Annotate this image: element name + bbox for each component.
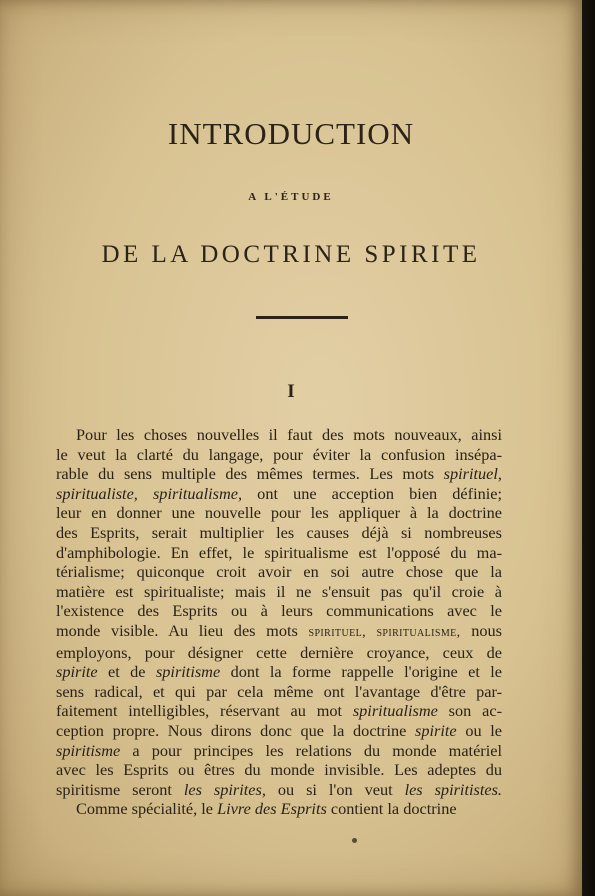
text-line bbox=[56, 682, 502, 702]
text-run: faitement intelligibles, réservant au mot bbox=[56, 701, 353, 721]
text-line bbox=[56, 503, 502, 523]
text-line bbox=[56, 445, 502, 465]
text-run: nous bbox=[460, 620, 502, 640]
text-line bbox=[56, 523, 502, 543]
text-run: Comme spécialité, le bbox=[76, 799, 218, 819]
text-run: térialisme; quiconque croit avoir en soi autre chose que la bbox=[56, 562, 502, 582]
text-run: son ac- bbox=[437, 701, 502, 721]
text-line bbox=[56, 741, 502, 761]
italic-term: les spirites, bbox=[183, 779, 266, 799]
text-run: spiritisme seront bbox=[56, 779, 184, 799]
text-line bbox=[56, 601, 502, 621]
text-line bbox=[56, 464, 502, 484]
italic-term: spiritisme bbox=[155, 662, 221, 682]
text-run: monde visible. Au lieu des mots bbox=[56, 620, 309, 640]
title-divider bbox=[256, 316, 348, 319]
text-line bbox=[56, 662, 502, 682]
text-run: employons, pour désigner cette dernière croyance, ceux de bbox=[56, 642, 502, 662]
italic-term: spiritualisme bbox=[352, 701, 438, 721]
italic-term: spirite bbox=[56, 662, 98, 682]
text-run: a pour principes les relations du monde matériel bbox=[120, 740, 502, 760]
text-line bbox=[56, 643, 502, 663]
text-run: rable du sens multiple des mêmes termes. Les mots bbox=[56, 464, 444, 484]
text-line bbox=[56, 701, 502, 721]
text-run: sens radical, et qui par cela même ont l'avantage d'être par- bbox=[56, 681, 502, 701]
text-run: des Esprits, serait multiplier les causes déjà si nombreuses bbox=[56, 522, 502, 542]
text-run: ont une acception bien définie; bbox=[242, 483, 503, 503]
text-run: ou si l'on veut bbox=[265, 779, 405, 799]
italic-term: Livre des Esprits bbox=[217, 799, 327, 819]
italic-term: spirite bbox=[415, 720, 457, 740]
text-run: contient la doctrine bbox=[326, 799, 457, 819]
text-run: ception propre. Nous dirons donc que la doctrine bbox=[56, 720, 416, 740]
text-run: l'existence des Esprits ou à leurs communications avec le bbox=[56, 601, 502, 621]
text-line bbox=[56, 621, 502, 643]
chapter-title: INTRODUCTION bbox=[167, 116, 415, 151]
text-run: d'amphibologie. En effet, le spiritualisme est l'opposé du ma- bbox=[56, 542, 502, 562]
text-line bbox=[56, 425, 502, 445]
ink-spot bbox=[352, 838, 357, 843]
text-run: ou le bbox=[456, 720, 503, 740]
text-line bbox=[56, 562, 502, 582]
text-run: le veut la clarté du langage, pour éviter la confusion insépa- bbox=[56, 444, 502, 464]
chapter-subtitle: A L'ÉTUDE bbox=[248, 191, 334, 203]
text-run: avec les Esprits ou êtres du monde invisible. Les adeptes du bbox=[56, 760, 502, 780]
text-line bbox=[56, 484, 502, 504]
text-line bbox=[56, 543, 502, 563]
text-line bbox=[56, 780, 502, 800]
text-line bbox=[56, 721, 502, 741]
italic-term: les spiritistes. bbox=[404, 779, 502, 799]
text-line bbox=[56, 799, 502, 819]
text-line bbox=[56, 760, 502, 780]
body-text bbox=[56, 425, 502, 819]
italic-term: spirituel, bbox=[443, 464, 502, 484]
text-run: Pour les choses nouvelles il faut des mots nouveaux, ainsi bbox=[76, 425, 502, 444]
doctrine-title: DE LA DOCTRINE SPIRITE bbox=[101, 241, 481, 268]
italic-term: spiritualiste, spiritualisme, bbox=[56, 483, 243, 503]
text-run: matière est spiritualiste; mais il ne s'ensuit pas qu'il croie à bbox=[56, 581, 502, 601]
text-run: et de bbox=[97, 662, 156, 682]
text-line bbox=[56, 582, 502, 602]
page-edge-shadow bbox=[582, 0, 595, 896]
small-caps-term: spirituel, spiritualisme, bbox=[308, 624, 461, 640]
italic-term: spiritisme bbox=[56, 740, 121, 760]
text-run: dont la forme rappelle l'origine et le bbox=[220, 662, 503, 682]
text-run: leur en donner une nouvelle pour les appliquer à la doctrine bbox=[56, 503, 502, 523]
section-number: I bbox=[287, 381, 295, 402]
